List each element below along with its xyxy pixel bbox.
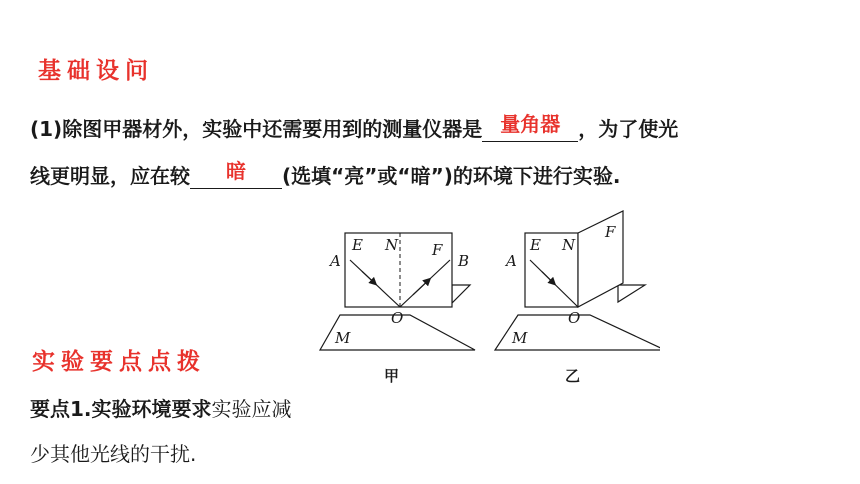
answer-1: 量角器 bbox=[500, 112, 561, 136]
question-line-2 bbox=[30, 160, 620, 189]
answer-blank-1 bbox=[482, 112, 578, 142]
keypoint-text: 实验应减 bbox=[211, 397, 292, 421]
label-f: F bbox=[432, 241, 443, 259]
question-text: ，为了使光 bbox=[578, 117, 679, 141]
mirror-edge bbox=[452, 285, 470, 303]
figure-jia bbox=[320, 233, 475, 350]
experiment-figure bbox=[300, 205, 660, 395]
mirror-edge bbox=[618, 285, 645, 302]
question-text: (1)除图甲器材外，实验中还需要用到的测量仪器是 bbox=[30, 117, 483, 141]
question-text: 线更明显，应在较 bbox=[30, 164, 190, 188]
label-m: M bbox=[512, 329, 528, 347]
label-b: B bbox=[458, 252, 470, 270]
question-text: (选填“亮”或“暗”)的环境下进行实验. bbox=[282, 164, 621, 188]
label-e: E bbox=[352, 236, 363, 254]
figure-yi bbox=[495, 211, 660, 350]
label-n: N bbox=[562, 236, 576, 254]
figure-caption-jia: 甲 bbox=[384, 367, 400, 385]
label-n: N bbox=[385, 236, 399, 254]
label-a: A bbox=[330, 252, 341, 270]
keypoint-line-1 bbox=[30, 393, 292, 422]
label-m: M bbox=[335, 329, 351, 347]
label-e: E bbox=[530, 236, 541, 254]
screen-board-folded bbox=[578, 211, 623, 307]
label-f: F bbox=[605, 223, 616, 241]
answer-2: 暗 bbox=[226, 159, 246, 183]
figure-caption-yi: 乙 bbox=[565, 367, 581, 385]
question-line-1 bbox=[30, 113, 678, 142]
keypoint-line-2: 少其他光线的干扰. bbox=[30, 442, 197, 466]
label-o: O bbox=[568, 309, 581, 327]
label-a: A bbox=[506, 252, 517, 270]
keypoint-label: 要点1.实验环境要求 bbox=[30, 397, 212, 421]
section-title-key-points: 实验要点点拨 bbox=[32, 349, 206, 375]
label-o: O bbox=[391, 309, 404, 327]
section-title-basic-questions: 基础设问 bbox=[38, 58, 154, 84]
answer-blank-2 bbox=[190, 159, 282, 189]
